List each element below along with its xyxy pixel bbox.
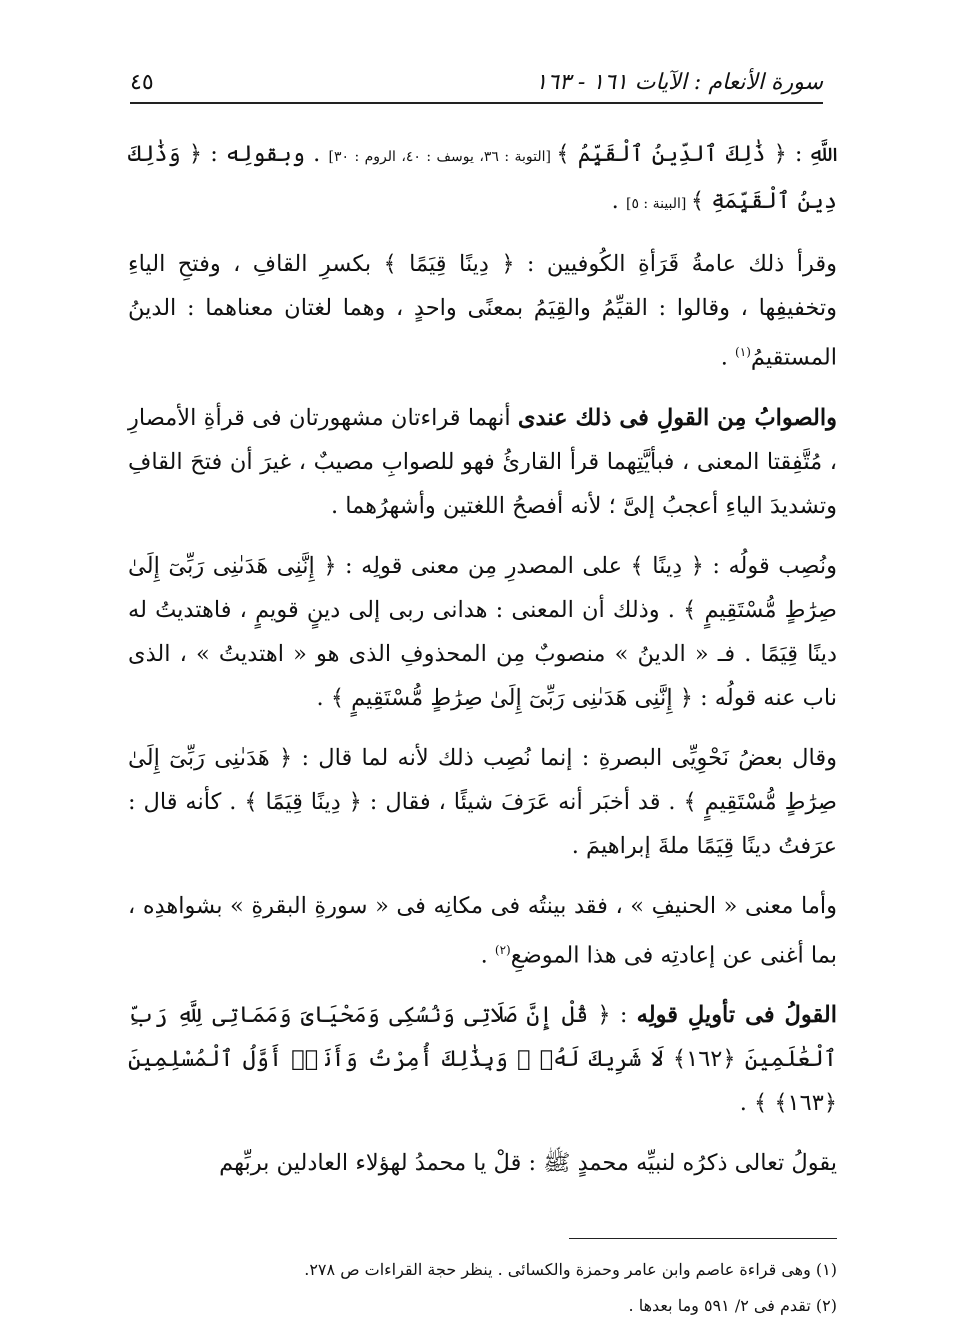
- bold-lead: القولُ فى تأويلِ قولِه: [636, 1002, 837, 1028]
- verse-reference: [التوبة : ٣٦، يوسف : ٤٠، الروم : ٣٠]: [328, 149, 557, 165]
- text-segment: بكسرِ القافِ ، وفتحِ الياءِ وتخفيفِها ، وقالوا : القيِّمُ والقِيَمُ بمعنًى واحدٍ ، وهما لغتان معناهما : الدينُ المستقيمُ: [128, 251, 837, 371]
- text-segment: على المصدرِ مِن معنى قولِه :: [336, 552, 631, 579]
- paragraph: [128, 1141, 837, 1185]
- text-segment: ونُصِب قولُه :: [703, 552, 837, 579]
- footnote-2: (٢) تقدم فى ٢/ ٥٩١ وما بعدها .: [628, 1296, 837, 1315]
- quran-quote: ﴿ دِينًا قِيَمًا ﴾: [244, 788, 362, 815]
- quran-quote: ﴿ وَذَٰلِكَ دِينُ ٱلْقَيِّمَةِ ﴾: [128, 141, 837, 214]
- text-segment: . كأنه قال : عرَفتُ دينًا قِيَمًا ملةَ إبراهيمَ .: [128, 788, 837, 859]
- paragraph: [128, 396, 837, 528]
- paragraph: [128, 993, 837, 1125]
- text-segment: .: [480, 942, 495, 968]
- text-segment: .: [611, 188, 626, 214]
- quran-quote: ﴿ إِنَّنِى هَدَىٰنِى رَبِّىٓ إِلَىٰ صِرَٰطٍ مُّسْتَقِيمٍ ﴾: [330, 684, 693, 711]
- quran-quote: ﴿ دِينًا ﴾: [630, 552, 704, 579]
- text-segment: يقولُ تعالى ذكرُه لنبيِّه محمدٍ ﷺ : قلْ يا محمدُ لهؤلاء العادلين بربِّهم: [219, 1150, 837, 1176]
- text-segment: .: [316, 684, 331, 711]
- text-segment: .: [739, 1090, 755, 1116]
- footnote-marker: (٢): [494, 942, 511, 957]
- running-title: سورة الأنعام : الآيات ١٦١ - ١٦٣: [535, 69, 823, 95]
- text-segment: وقرأ ذلك عامةُ قَرَأةِ الكُوفيين :: [514, 251, 837, 277]
- paragraph: [128, 884, 837, 978]
- quran-quote: ﴿ دِينًا قِيَمًا ﴾: [383, 251, 515, 277]
- text-segment: أنهما قراءتان مشهورتان فى قرأةِ الأمصارِ ، مُتَّفِقتا المعنى ، فبأيَّتِهما قرأ القارئُ فهو للصوابِ مصيبٌ ، غيرَ أن فتحَ القافِ وتشديدَ الياءِ أعجبُ إلىَّ ؛ لأنه أفصحُ اللغتين وأشهرُهما .: [128, 404, 837, 519]
- quran-quote: ﴿ ذَٰلِكَ ٱلدِّينُ ٱلْقَيِّمُ ﴾: [556, 141, 787, 167]
- bold-lead: والصوابُ مِن القولِ فى ذلك عندى: [517, 404, 837, 431]
- paragraph: [128, 736, 837, 868]
- text-segment: وقال بعضُ نَحْوِيِّى البصرةِ : إنما نُصِب ذلك لأنه لما قال :: [292, 744, 837, 771]
- footnote-marker: (١): [735, 345, 751, 359]
- footnotes: [128, 1252, 837, 1324]
- quran-quote: ﴿ هَدَىٰنِى رَبِّىٓ إِلَىٰ صِرَٰطٍ مُّسْتَقِيمٍ ﴾: [128, 744, 837, 815]
- page-body: [128, 132, 837, 1201]
- text-segment: . قد أخبَر أنه عَرَفَ شيئًا ، فقال :: [361, 788, 684, 815]
- quran-quote: ﴿ إِنَّنِى هَدَىٰنِى رَبِّىٓ إِلَىٰ صِرَٰطٍ مُّسْتَقِيمٍ ﴾: [128, 552, 837, 623]
- text-segment: . وبقولِه :: [202, 141, 329, 167]
- text-segment: اللَّهِ :: [786, 141, 837, 167]
- text-segment: :: [610, 1002, 637, 1028]
- paragraph: [128, 132, 837, 226]
- page-header: [130, 62, 823, 104]
- paragraph: [128, 544, 837, 720]
- verse-reference: [البينة : ٥]: [625, 196, 691, 212]
- footnote-1: (١) وهى قراءة عاصم وابن عامر وحمزة والكسائى . ينظر حجة القراءات ص ٢٧٨.: [304, 1260, 837, 1279]
- footnote-separator: [569, 1238, 837, 1239]
- page-number: ٤٥: [130, 69, 154, 95]
- text-segment: .: [720, 344, 736, 371]
- paragraph: [128, 242, 837, 380]
- quran-quote: ﴿ قُلْ إِنَّ صَلَاتِى وَنُسُكِى وَمَحْيَاىَ وَمَمَاتِى لِلَّهِ رَبِّ ٱلْعَٰلَمِينَ ﴿١٦٢﴾ لَا شَرِيكَ لَهُۥ ۖ وَبِذَٰلِكَ أُمِرْتُ وَأَنَا۠ أَوَّلُ ٱلْمُسْلِمِينَ ﴿١٦٣﴾ ﴾: [128, 1002, 837, 1116]
- text-segment: وأما معنى « الحنيفِ » ، فقد بينتُه فى مكانِه فى « سورةِ البقرةِ » بشواهدِه ، بما أغنى عن إعادتِه فى هذا الموضعِ: [128, 892, 837, 968]
- text-segment: . وذلك أن المعنى : هدانى ربى إلى دينٍ قويمٍ ، فاهتديتُ له دينًا قِيَمًا . فـ « الدينُ » منصوبٌ مِن المحذوفِ الذى هو « اهتديتُ » ، الذى ناب عنه قولُه :: [128, 596, 837, 711]
